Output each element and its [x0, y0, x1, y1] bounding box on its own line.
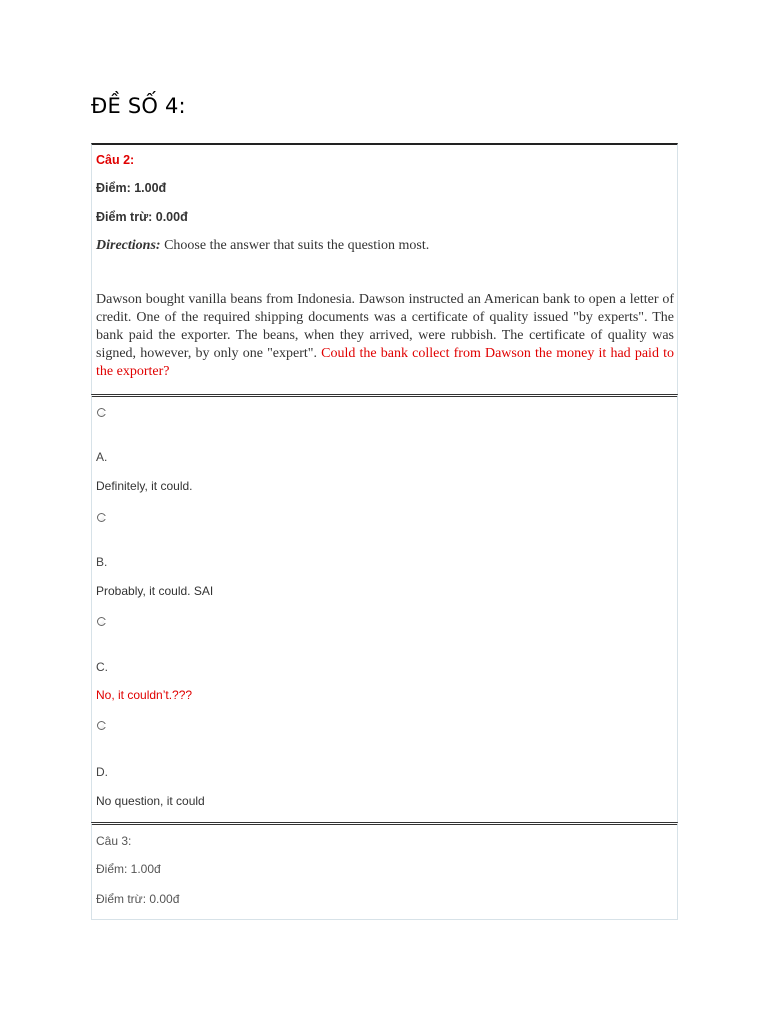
- option-b-text: Probably, it could. SAI: [96, 584, 214, 598]
- directions-text: Choose the answer that suits the question most.: [160, 238, 430, 253]
- question-title: Câu 2:: [96, 153, 135, 167]
- next-question-panel: [91, 822, 678, 920]
- next-question-points: Điểm: 1.00đ: [96, 862, 161, 876]
- answer-options-panel: [91, 394, 678, 823]
- option-c-text: No, it couldn’t.???: [96, 688, 193, 702]
- question-passage: [96, 291, 674, 381]
- passage-question: Could the bank collect from Dawson the money it had paid to the exporter?: [96, 346, 674, 379]
- option-d-letter: D.: [96, 765, 108, 779]
- question-header-panel: [91, 143, 678, 395]
- question-points: Điểm: 1.00đ: [96, 181, 167, 195]
- option-d-text: No question, it could: [96, 794, 205, 808]
- option-b-radio[interactable]: [97, 513, 106, 522]
- page-title: ĐỀ SỐ 4:: [91, 94, 186, 118]
- next-question-title: Câu 3:: [96, 834, 132, 848]
- passage-text: Dawson bought vanilla beans from Indonesia. Dawson instructed an American bank to open a letter of credit. One of the required shipping documents was a certificate of quality issued "by experts". The bank paid the exporter. The beans, when they arrived, were rubbish. The certificate of quality was signed, however, by only one "expert".: [96, 292, 674, 361]
- next-question-penalty: Điểm trừ: 0.00đ: [96, 892, 180, 906]
- directions-label: Directions:: [96, 238, 161, 253]
- directions: [96, 238, 429, 254]
- option-b-letter: B.: [96, 555, 108, 569]
- option-c-radio[interactable]: [97, 617, 106, 626]
- option-d-radio[interactable]: [97, 721, 106, 730]
- question-penalty: Điểm trừ: 0.00đ: [96, 210, 188, 224]
- option-a-letter: A.: [96, 450, 108, 464]
- option-a-radio[interactable]: [97, 408, 106, 417]
- option-c-letter: C.: [96, 660, 108, 674]
- option-a-text: Definitely, it could.: [96, 479, 193, 493]
